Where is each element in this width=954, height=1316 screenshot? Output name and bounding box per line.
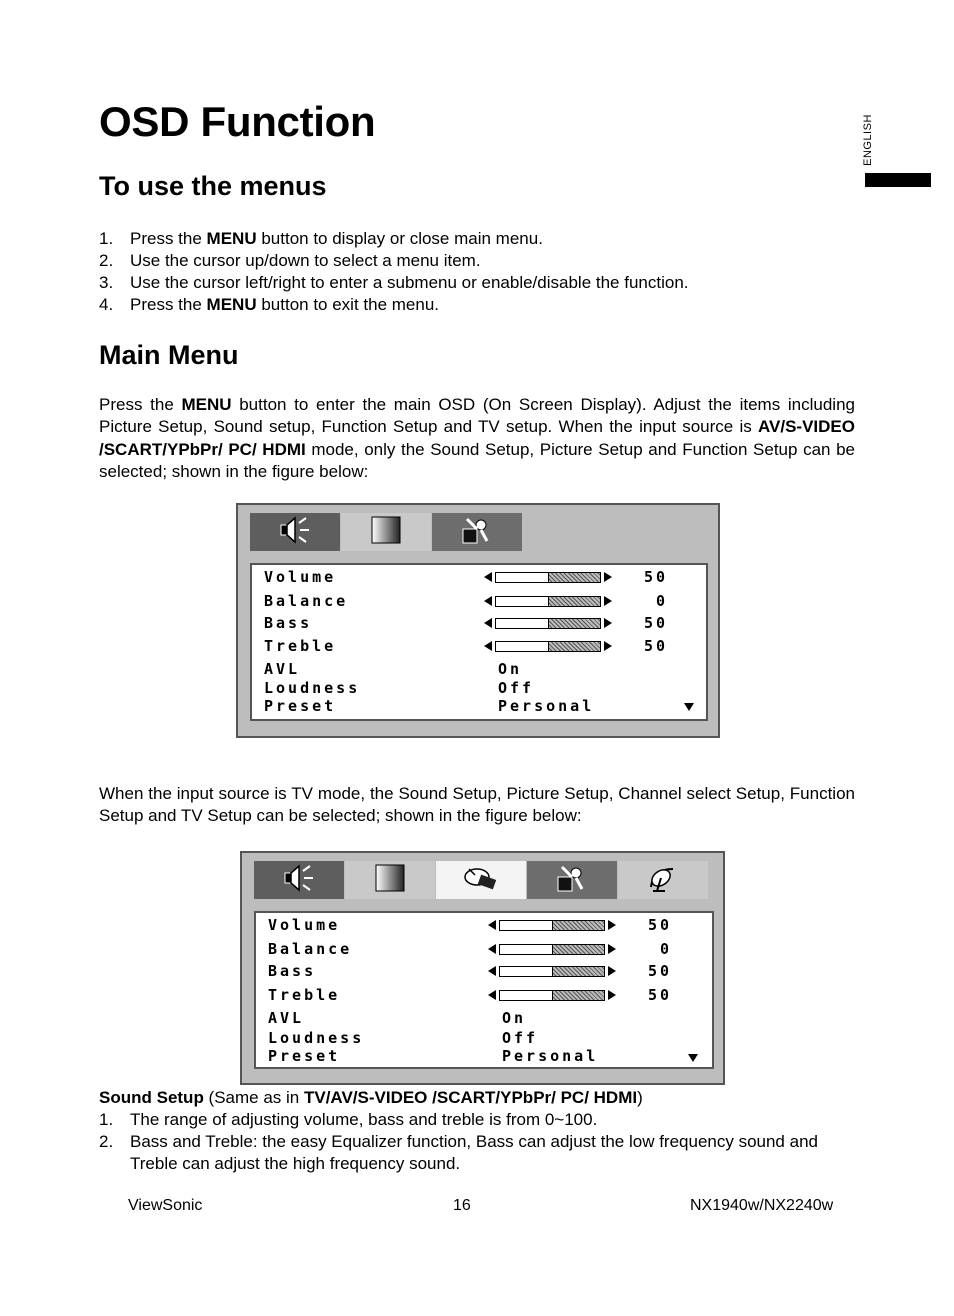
- slider-track: [495, 641, 601, 652]
- language-tab: [861, 112, 884, 174]
- menu-steps-list: [99, 228, 859, 316]
- main-menu-paragraph: Press the MENU button to enter the main OSD (On Screen Display). Adjust the items including Picture Setup, Sound setup, Function Setup and TV setup. When the input source is AV/S-VIDEO /SCART/YPbPr/ PC/ HDMI mode, only the Sound Setup, Picture Setup and Function Setup can be selected; shown in the figure below:: [99, 395, 855, 481]
- right-arrow-icon[interactable]: [608, 944, 616, 954]
- osd-row-value: Personal: [498, 697, 595, 715]
- slider-track: [499, 966, 605, 977]
- osd-row-volume[interactable]: [264, 567, 704, 587]
- picture-icon: [368, 515, 404, 550]
- left-arrow-icon[interactable]: [488, 920, 496, 930]
- left-arrow-icon[interactable]: [484, 618, 492, 628]
- scroll-down-icon[interactable]: [684, 703, 694, 711]
- osd-slider[interactable]: [484, 636, 612, 656]
- slider-track: [495, 572, 601, 583]
- osd-tab-picture[interactable]: [341, 513, 431, 551]
- osd-row-bass[interactable]: [268, 961, 708, 981]
- osd-row-value: 0: [659, 940, 672, 958]
- footer-model: NX1940w/NX2240w: [690, 1197, 834, 1214]
- osd-row-preset[interactable]: [264, 696, 704, 716]
- osd-slider[interactable]: [484, 567, 612, 587]
- osd-tabs: [254, 861, 709, 899]
- osd-tabs: [250, 513, 523, 551]
- slider-track: [499, 920, 605, 931]
- left-arrow-icon[interactable]: [488, 990, 496, 1000]
- osd-figure-tv: [240, 851, 725, 1085]
- list-item: 1. Press the MENU button to display or close main menu.: [99, 229, 543, 248]
- osd-row-avl[interactable]: [264, 659, 704, 679]
- slider-track: [495, 596, 601, 607]
- left-arrow-icon[interactable]: [484, 596, 492, 606]
- osd-row-label: Balance: [268, 940, 353, 958]
- osd-row-value: Personal: [502, 1047, 599, 1065]
- osd-row-label: AVL: [268, 1009, 305, 1027]
- osd-row-loudness[interactable]: [268, 1028, 708, 1048]
- osd-row-label: Balance: [264, 592, 349, 610]
- language-tab-bar: [865, 173, 931, 187]
- osd-row-treble[interactable]: [264, 636, 704, 656]
- osd-slider[interactable]: [488, 985, 616, 1005]
- osd-sound-panel: [254, 911, 714, 1069]
- function-icon: [552, 863, 592, 898]
- list-item: 2. Bass and Treble: the easy Equalizer function, Bass can adjust the low frequency sound and Treble can adjust the high frequency sound.: [99, 1132, 818, 1173]
- right-arrow-icon[interactable]: [604, 618, 612, 628]
- channel-icon: [461, 863, 501, 898]
- osd-row-bass[interactable]: [264, 613, 704, 633]
- osd-slider[interactable]: [484, 591, 612, 611]
- osd-row-label: Loudness: [268, 1029, 365, 1047]
- osd-tab-sound[interactable]: [254, 861, 344, 899]
- osd-slider[interactable]: [488, 915, 616, 935]
- osd-row-label: Preset: [264, 697, 337, 715]
- list-item: 4. Press the MENU button to exit the menu.: [99, 295, 440, 314]
- list-item: 2. Use the cursor up/down to select a menu item.: [99, 251, 481, 270]
- slider-fill: [500, 945, 553, 954]
- osd-tab-sound[interactable]: [250, 513, 340, 551]
- osd-tab-picture[interactable]: [345, 861, 435, 899]
- osd-row-label: Treble: [264, 637, 337, 655]
- slider-track: [499, 944, 605, 955]
- language-label: ENGLISH: [861, 114, 874, 166]
- osd-tab-function[interactable]: [432, 513, 522, 551]
- function-icon: [457, 515, 497, 550]
- osd-row-label: Bass: [268, 962, 317, 980]
- list-item: 3. Use the cursor left/right to enter a submenu or enable/disable the function.: [99, 273, 689, 292]
- slider-fill: [496, 573, 549, 582]
- section-heading-use-menus: To use the menus: [99, 171, 327, 201]
- osd-row-loudness[interactable]: [264, 678, 704, 698]
- osd-slider[interactable]: [484, 613, 612, 633]
- osd-slider[interactable]: [488, 939, 616, 959]
- right-arrow-icon[interactable]: [608, 920, 616, 930]
- osd-row-value: 50: [643, 568, 668, 586]
- osd-row-label: Loudness: [264, 679, 361, 697]
- osd-row-value: 50: [647, 916, 672, 934]
- slider-fill: [496, 642, 549, 651]
- slider-fill: [500, 967, 553, 976]
- osd-row-value: 0: [655, 592, 668, 610]
- osd-row-label: Preset: [268, 1047, 341, 1065]
- osd-sound-panel: [250, 563, 708, 721]
- osd-row-label: Volume: [268, 916, 341, 934]
- osd-row-value: Off: [498, 679, 535, 697]
- osd-row-balance[interactable]: [268, 939, 708, 959]
- right-arrow-icon[interactable]: [604, 641, 612, 651]
- osd-row-preset[interactable]: [268, 1046, 708, 1066]
- left-arrow-icon[interactable]: [488, 944, 496, 954]
- sound-setup-list: [99, 1109, 829, 1175]
- osd-slider[interactable]: [488, 961, 616, 981]
- page-title: OSD Function: [99, 98, 376, 145]
- osd-row-value: 50: [643, 614, 668, 632]
- osd-row-value: On: [502, 1009, 527, 1027]
- slider-track: [495, 618, 601, 629]
- left-arrow-icon[interactable]: [484, 641, 492, 651]
- right-arrow-icon[interactable]: [604, 596, 612, 606]
- osd-row-value: 50: [647, 962, 672, 980]
- osd-figure-av: [236, 503, 720, 738]
- picture-icon: [372, 863, 408, 898]
- right-arrow-icon[interactable]: [608, 966, 616, 976]
- tv-mode-paragraph: When the input source is TV mode, the Sound Setup, Picture Setup, Channel select Setup, Function Setup and TV Setup can be selected; shown in the figure below:: [99, 784, 855, 826]
- osd-row-label: Volume: [264, 568, 337, 586]
- osd-row-label: Treble: [268, 986, 341, 1004]
- slider-fill: [496, 619, 549, 628]
- osd-row-label: Bass: [264, 614, 313, 632]
- sound-setup-heading: Sound Setup (Same as in TV/AV/S-VIDEO /SCART/YPbPr/ PC/ HDMI): [99, 1088, 643, 1107]
- osd-row-value: 50: [643, 637, 668, 655]
- osd-row-value: On: [498, 660, 523, 678]
- osd-row-avl[interactable]: [268, 1008, 708, 1028]
- slider-fill: [496, 597, 549, 606]
- slider-fill: [500, 991, 553, 1000]
- right-arrow-icon[interactable]: [604, 572, 612, 582]
- osd-row-treble[interactable]: [268, 985, 708, 1005]
- section-heading-main-menu: Main Menu: [99, 340, 239, 370]
- osd-row-value: 50: [647, 986, 672, 1004]
- tv-setup-icon: [643, 863, 683, 898]
- slider-fill: [500, 921, 553, 930]
- footer-brand: ViewSonic: [128, 1197, 203, 1214]
- osd-row-volume[interactable]: [268, 915, 708, 935]
- osd-tab-function[interactable]: [527, 861, 617, 899]
- sound-icon: [279, 863, 319, 898]
- left-arrow-icon[interactable]: [484, 572, 492, 582]
- right-arrow-icon[interactable]: [608, 990, 616, 1000]
- footer-page-number: 16: [453, 1197, 471, 1214]
- osd-row-value: Off: [502, 1029, 539, 1047]
- osd-tab-channel[interactable]: [436, 861, 526, 899]
- sound-icon: [275, 515, 315, 550]
- slider-track: [499, 990, 605, 1001]
- list-item: 1. The range of adjusting volume, bass and treble is from 0~100.: [99, 1110, 598, 1129]
- osd-row-label: AVL: [264, 660, 301, 678]
- scroll-down-icon[interactable]: [688, 1054, 698, 1062]
- osd-row-balance[interactable]: [264, 591, 704, 611]
- osd-tab-tv-setup[interactable]: [618, 861, 708, 899]
- left-arrow-icon[interactable]: [488, 966, 496, 976]
